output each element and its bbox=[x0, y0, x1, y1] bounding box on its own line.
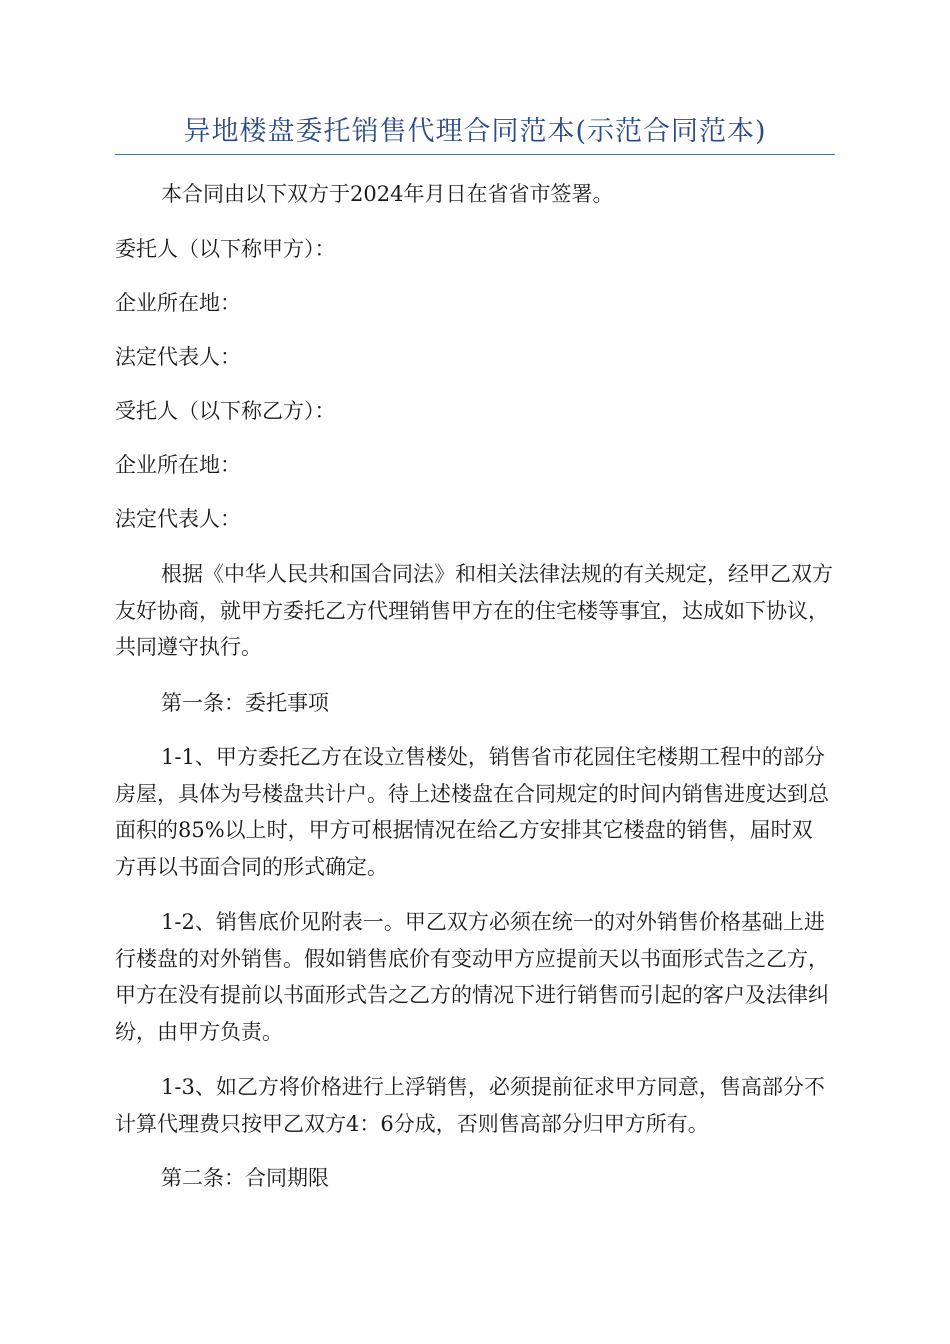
party-b-representative: 法定代表人： bbox=[115, 507, 241, 531]
clause-1-2: 1-2、销售底价见附表一。甲乙双方必须在统一的对外销售价格基础上进行楼盘的对外销售。假如销售底价有变动甲方应提前天以书面形式告之乙方，甲方在没有提前以书面形式告之乙方的情况下进行销售而引起的客户及法律纠纷，由甲方负责。 bbox=[115, 910, 829, 1044]
party-b-address: 企业所在地： bbox=[115, 453, 241, 477]
party-b-label: 受托人（以下称乙方）： bbox=[115, 399, 336, 423]
title-underline bbox=[115, 154, 835, 155]
party-a-address: 企业所在地： bbox=[115, 291, 241, 315]
intro-paragraph: 本合同由以下双方于2024年月日在省省市签署。 bbox=[161, 182, 614, 206]
preamble-paragraph: 根据《中华人民共和国合同法》和相关法律法规的有关规定，经甲乙双方友好协商，就甲方委托乙方代理销售甲方在的住宅楼等事宜，达成如下协议，共同遵守执行。 bbox=[115, 562, 833, 659]
clause-1-1: 1-1、甲方委托乙方在设立售楼处，销售省市花园住宅楼期工程中的部分房屋，具体为号楼盘共计户。待上述楼盘在合同规定的时间内销售进度达到总面积的85%以上时，甲方可根据情况在给乙方安排其它楼盘的销售，届时双方再以书面合同的形式确定。 bbox=[115, 745, 829, 879]
article-2-heading: 第二条：合同期限 bbox=[161, 1166, 329, 1190]
party-a-label: 委托人（以下称甲方）： bbox=[115, 237, 336, 261]
clause-1-3: 1-3、如乙方将价格进行上浮销售，必须提前征求甲方同意，售高部分不计算代理费只按甲乙双方4：6分成，否则售高部分归甲方所有。 bbox=[115, 1075, 825, 1136]
document-title: 异地楼盘委托销售代理合同范本(示范合同范本) bbox=[183, 116, 767, 147]
party-a-representative: 法定代表人： bbox=[115, 345, 241, 369]
article-1-heading: 第一条：委托事项 bbox=[161, 691, 329, 715]
